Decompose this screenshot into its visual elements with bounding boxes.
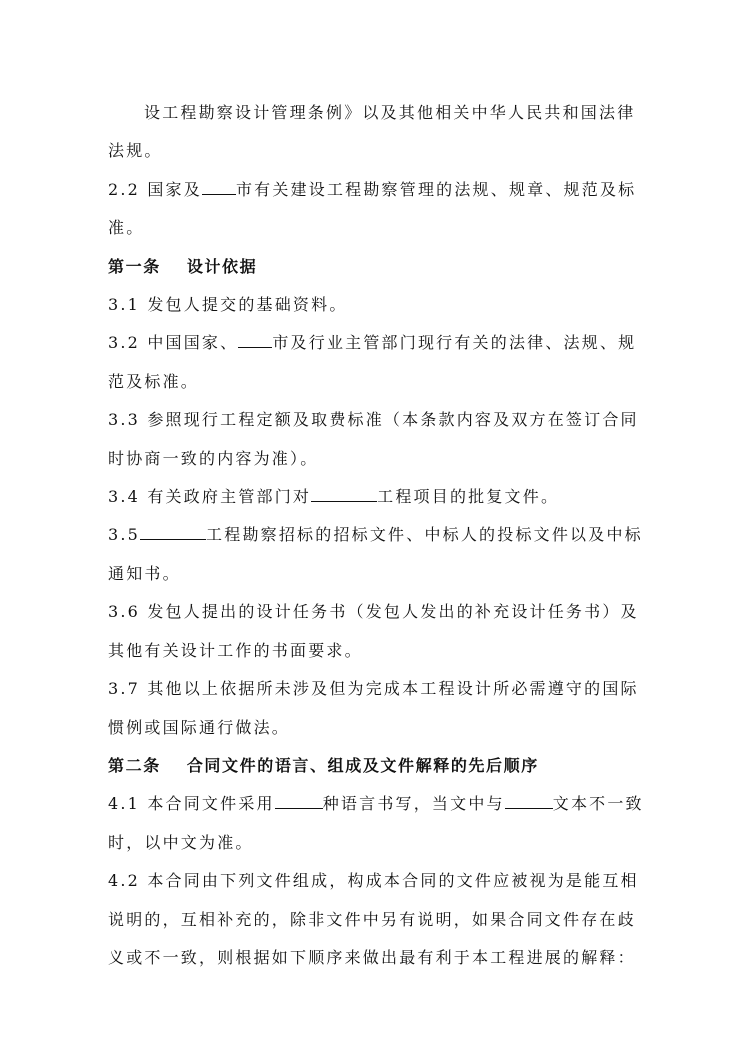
section-heading-article-1 [108, 248, 648, 286]
paragraph-3-1: 3.1 发包人提交的基础资料。 [108, 295, 348, 315]
paragraph-3-5 [108, 516, 648, 593]
paragraph-3-3: 3.3 参照现行工程定额及取费标准（本条款内容及双方在签订合同时协商一致的内容为准）。 [108, 410, 639, 468]
paragraph-3-5-part-b: 工程勘察招标的招标文件、中标人的投标文件以及中标通知书。 [108, 525, 643, 583]
paragraph-4-2: 4.2 本合同由下列文件组成，构成本合同的文件应被视为是能互相说明的，互相补充的，除非文件中另有说明，如果合同文件存在歧义或不一致，则根据如下顺序来做出最有利于本工程进展的解释： [108, 871, 639, 967]
paragraph-3-2-part-b: 市及行业主管部门现行有关的法律、法规、规范及标准。 [108, 333, 637, 391]
article-title: 合同文件的语言、组成及文件解释的先后顺序 [186, 755, 539, 775]
article-number: 第一条 [108, 256, 161, 276]
paragraph-regulations-intro: 设工程勘察设计管理条例》以及其他相关中华人民共和国法律法规。 [108, 103, 636, 161]
paragraph-3-4-part-a: 3.4 有关政府主管部门对 [108, 487, 312, 507]
paragraph-2-2 [108, 171, 648, 248]
paragraph-3-4 [108, 478, 648, 516]
paragraph-3-2-part-a: 3.2 中国国家、 [108, 333, 239, 353]
paragraph-4-1-part-c: 文本不一致时，以中文为准。 [108, 794, 644, 852]
paragraph-3-6: 3.6 发包人提出的设计任务书（发包人发出的补充设计任务书）及其他有关设计工作的书面要求。 [108, 602, 639, 660]
paragraph-2-2-part-b: 市有关建设工程勘察管理的法规、规章、规范及标准。 [108, 179, 637, 238]
article-title: 设计依据 [186, 256, 258, 276]
paragraph-4-1-part-a: 4.1 本合同文件采用 [108, 794, 275, 814]
article-number: 第二条 [108, 755, 161, 775]
blank-line[interactable] [505, 807, 553, 809]
blank-line[interactable] [275, 807, 323, 809]
paragraph-3-5-part-a: 3.5 [108, 525, 141, 545]
blank-line[interactable] [202, 193, 236, 195]
paragraph-2-2-part-a: 2.2 国家及 [108, 179, 202, 199]
paragraph-4-1-part-b: 种语言书写，当文中与 [322, 794, 505, 814]
paragraph-4-1 [108, 785, 648, 862]
paragraph-3-4-part-b: 工程项目的批复文件。 [377, 487, 560, 507]
section-heading-article-2 [108, 747, 648, 785]
blank-line[interactable] [140, 538, 206, 540]
paragraph-3-7: 3.7 其他以上依据所未涉及但为完成本工程设计所必需遵守的国际惯例或国际通行做法。 [108, 679, 639, 737]
blank-line[interactable] [311, 500, 377, 502]
paragraph-3-2 [108, 324, 648, 401]
blank-line[interactable] [238, 346, 272, 348]
